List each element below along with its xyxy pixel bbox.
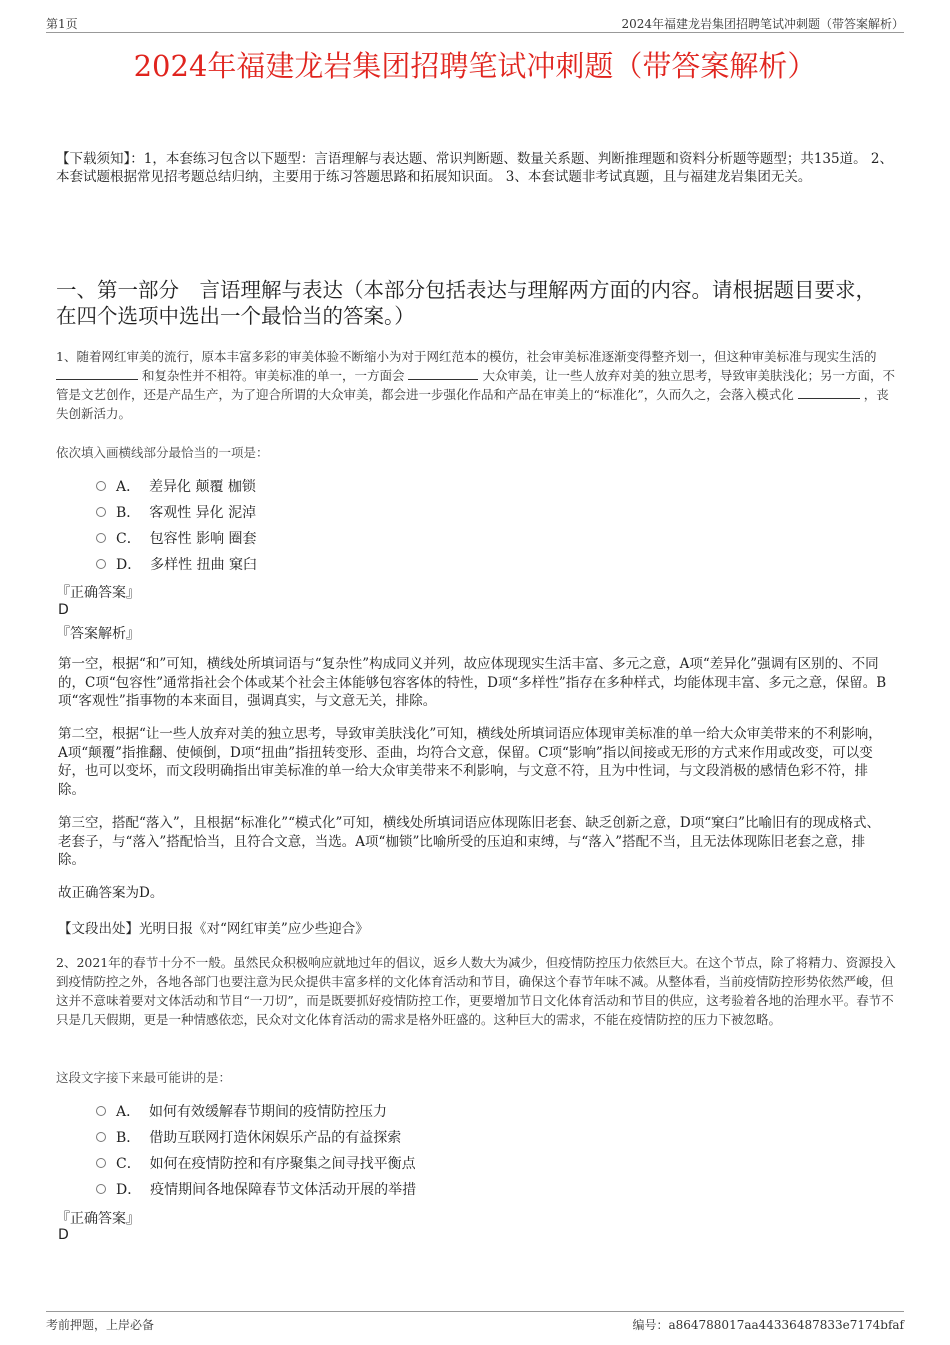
option-d[interactable]: D． 多样性 扭曲 窠臼 (96, 552, 257, 578)
section-heading: 一、第一部分 言语理解与表达（本部分包括表达与理解两方面的内容。请根据题目要求，在四个选项中选出一个最恰当的答案。） (56, 278, 876, 328)
option-c[interactable]: C． 如何在疫情防控和有序聚集之间寻找平衡点 (96, 1151, 416, 1177)
radio-icon[interactable] (96, 507, 106, 517)
question-2-options (96, 1099, 416, 1203)
fill-blank (408, 367, 478, 380)
question-1-prompt: 依次填入画横线部分最恰当的一项是： (56, 445, 269, 460)
download-notice: 【下载须知】：1，本套练习包含以下题型：言语理解与表达题、常识判断题、数量关系题、判断推理题和资料分析题等题型；共135道。 2、本套试题根据常见招考题总结归纳，主要用于练习答题思路和拓展知识面。 3、本套试题非考试真题，且与福建龙岩集团无关。 (56, 151, 893, 185)
fill-blank (798, 386, 860, 399)
question-1-stem: 1、随着网红审美的流行，原本丰富多彩的审美体验不断缩小为对于网红范本的模仿，社会审美标准逐渐变得整齐划一，但这种审美标准与现实生活的 和复杂性并不相符。审美标准的单一，一方面会 大众审美，让一些人放弃对美的独立思考，导致审美肤浅化；另一方面，不管是文艺创作，还是产品生产，为了迎合所谓的大众审美，都会进一步强化作品和产品在审美上的“标准化”，久而久之，会落入模式化 ，丧失创新活力。 (56, 349, 895, 421)
document-title: 2024年福建龙岩集团招聘笔试冲刺题（带答案解析） (133, 49, 817, 83)
analysis-paragraph-1: 第一空，根据“和”可知，横线处所填词语与“复杂性”构成同义并列，故应体现现实生活丰富、多元之意，A项“差异化”强调有区别的、不同的，C项“包容性”通常指社会个体或某个社会主体能够包容客体的特性，D项“多样性”指存在多种样式，均能体现丰富、多元之意，保留。B项“客观性”指事物的本来面目，强调真实，与文意无关，排除。 (58, 656, 887, 709)
answer-label: 『正确答案』 (56, 1211, 140, 1227)
page-footer (46, 1311, 904, 1334)
page-header (46, 12, 904, 33)
source-citation: 【文段出处】光明日报《对“网红审美”应少些迎合》 (58, 921, 369, 937)
option-a[interactable]: A． 如何有效缓解春节期间的疫情防控压力 (96, 1099, 416, 1125)
answer-value: D (58, 602, 69, 618)
radio-icon[interactable] (96, 481, 106, 491)
option-a[interactable]: A． 差异化 颠覆 枷锁 (96, 474, 257, 500)
option-c[interactable]: C． 包容性 影响 圈套 (96, 526, 257, 552)
radio-icon[interactable] (96, 1106, 106, 1116)
radio-icon[interactable] (96, 1184, 106, 1194)
radio-icon[interactable] (96, 559, 106, 569)
option-b[interactable]: B． 借助互联网打造休闲娱乐产品的有益探索 (96, 1125, 416, 1151)
page-number: 第1页 (46, 17, 78, 31)
question-1-options (96, 474, 257, 578)
analysis-paragraph-3: 第三空，搭配“落入”，且根据“标准化”“模式化”可知，横线处所填词语应体现陈旧老套、缺乏创新之意，D项“窠臼”比喻旧有的现成格式、老套子，与“落入”搭配恰当，且符合文意，当选。A项“枷锁”比喻所受的压迫和束缚，与“落入”搭配不当，且无法体现陈旧老套之意，排除。 (58, 815, 881, 868)
option-d[interactable]: D． 疫情期间各地保障春节文体活动开展的举措 (96, 1177, 416, 1203)
question-2-stem: 2、2021年的春节十分不一般。虽然民众积极响应就地过年的倡议，返乡人数大为减少，但疫情防控压力依然巨大。在这个节点，除了将精力、资源投入到疫情防控之外，各地各部门也要注意为民众提供丰富多样的文化体育活动和节目，确保这个春节年味不减。从整体看，当前疫情防控形势依然严峻，但这并不意味着要对文体活动和节目“一刀切”，而是既要抓好疫情防控工作，更要增加节日文化体育活动和节目的供应，这考验着各地的治理水平。春节不只是几天假期，更是一种情感依恋，民众对文化体育活动的需求是格外旺盛的。这种巨大的需求，不能在疫情防控的压力下被忽略。 (56, 955, 896, 1027)
analysis-label: 『答案解析』 (56, 626, 140, 642)
question-2-prompt: 这段文字接下来最可能讲的是： (56, 1070, 232, 1085)
radio-icon[interactable] (96, 1132, 106, 1142)
analysis-paragraph-2: 第二空，根据“让一些人放弃对美的独立思考，导致审美肤浅化”可知，横线处所填词语应体现审美标准的单一给大众审美带来的不利影响，A项“颠覆”指推翻、使倾倒，D项“扭曲”指扭转变形、歪曲，均符合文意，保留。C项“影响”指以间接或无形的方式来作用或改变，可以变好，也可以变坏，而文段明确指出审美标准的单一给大众审美带来不利影响，与文意不符，且为中性词，与文段消极的感情色彩不符，排除。 (58, 726, 882, 798)
radio-icon[interactable] (96, 533, 106, 543)
footer-slogan: 考前押题，上岸必备 (46, 1318, 155, 1332)
option-b[interactable]: B． 客观性 异化 泥淖 (96, 500, 257, 526)
answer-value: D (58, 1227, 69, 1243)
analysis-conclusion: 故正确答案为D。 (58, 885, 164, 901)
radio-icon[interactable] (96, 1158, 106, 1168)
answer-label: 『正确答案』 (56, 585, 140, 601)
fill-blank (56, 367, 138, 380)
header-doc-title: 2024年福建龙岩集团招聘笔试冲刺题（带答案解析） (621, 17, 904, 31)
footer-code: 编号：a864788017aa44336487833e7174bfaf (632, 1318, 904, 1332)
